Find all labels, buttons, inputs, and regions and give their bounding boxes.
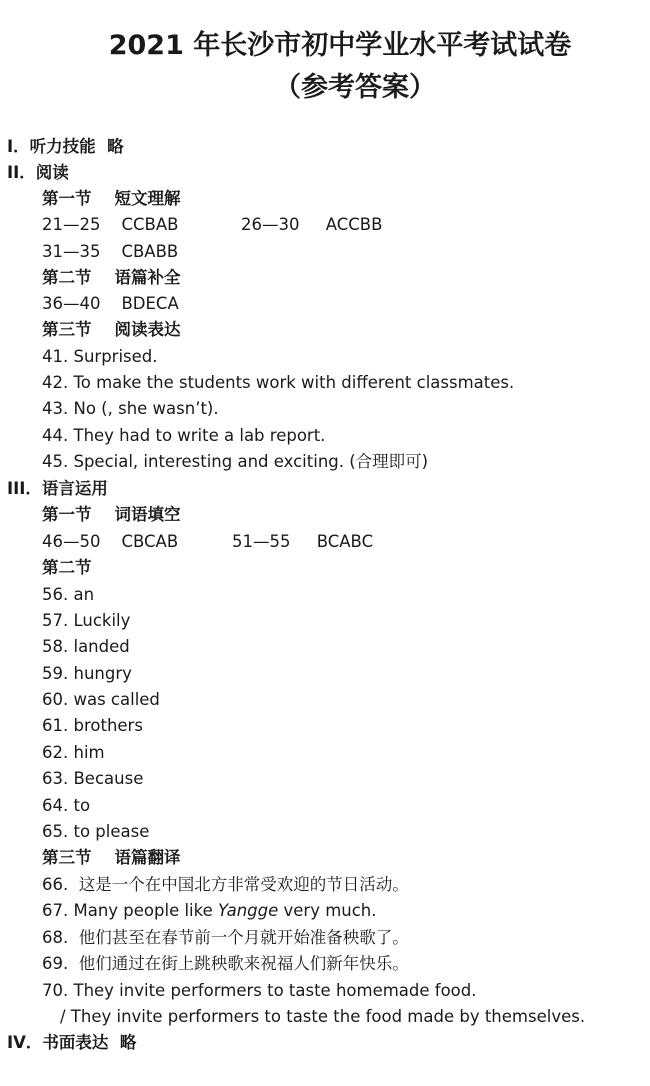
answer-45: 45. Special, interesting and exciting. (合理即可)	[42, 452, 429, 471]
answer-69: 69. 他们通过在街上跳秧歌来祝福人们新年快乐。	[42, 954, 409, 973]
section-heading: 第一节 词语填空	[42, 505, 181, 524]
part-2-heading: II．阅读	[7, 163, 69, 182]
answer-row: 31—35 CBABB	[42, 242, 179, 261]
answer-44: 44. They had to write a lab report.	[42, 426, 326, 445]
answer-64: 64. to	[42, 796, 91, 815]
answer-67-text-end: very much.	[278, 901, 377, 920]
answer-41: 41. Surprised.	[42, 347, 158, 366]
answer-57: 57. Luckily	[42, 611, 131, 630]
answer-65: 65. to please	[42, 822, 150, 841]
answer-row: 26—30 ACCBB	[241, 215, 383, 234]
answer-70: 70. They invite performers to taste homemade food.	[42, 981, 477, 1000]
section-heading: 第三节 阅读表达	[42, 320, 181, 339]
answer-70-alternative: / They invite performers to taste the food made by themselves.	[60, 1007, 586, 1026]
part-1-heading: I．听力技能 略	[7, 137, 124, 156]
section-heading: 第二节 语篇补全	[42, 268, 181, 287]
page-title: 2021 年长沙市初中学业水平考试试卷	[108, 30, 572, 61]
answer-67-italic: Yangge	[218, 901, 279, 920]
answer-63: 63. Because	[42, 769, 144, 788]
answer-67-text: 67. Many people like	[42, 901, 219, 920]
section-heading: 第三节 语篇翻译	[42, 848, 181, 867]
answer-68: 68. 他们甚至在春节前一个月就开始准备秧歌了。	[42, 928, 409, 947]
answer-58: 58. landed	[42, 637, 130, 656]
answer-42: 42. To make the students work with different classmates.	[42, 373, 515, 392]
answer-66: 66. 这是一个在中国北方非常受欢迎的节日活动。	[42, 875, 409, 894]
section-heading: 第二节	[42, 558, 92, 577]
answer-60: 60. was called	[42, 690, 160, 709]
answer-56: 56. an	[42, 585, 95, 604]
page-subtitle: （参考答案）	[274, 72, 436, 103]
answer-row: 21—25 CCBAB	[42, 215, 179, 234]
answer-row: 51—55 BCABC	[232, 532, 374, 551]
answer-43: 43. No (, she wasn’t).	[42, 399, 219, 418]
answer-row: 46—50 CBCAB	[42, 532, 179, 551]
answer-59: 59. hungry	[42, 664, 132, 683]
answer-62: 62. him	[42, 743, 105, 762]
answer-61: 61. brothers	[42, 716, 143, 735]
part-4-heading: IV．书面表达 略	[7, 1033, 137, 1052]
answer-row: 36—40 BDECA	[42, 294, 179, 313]
section-heading: 第一节 短文理解	[42, 189, 181, 208]
answer-67	[42, 901, 377, 921]
part-3-heading: III．语言运用	[7, 479, 108, 498]
